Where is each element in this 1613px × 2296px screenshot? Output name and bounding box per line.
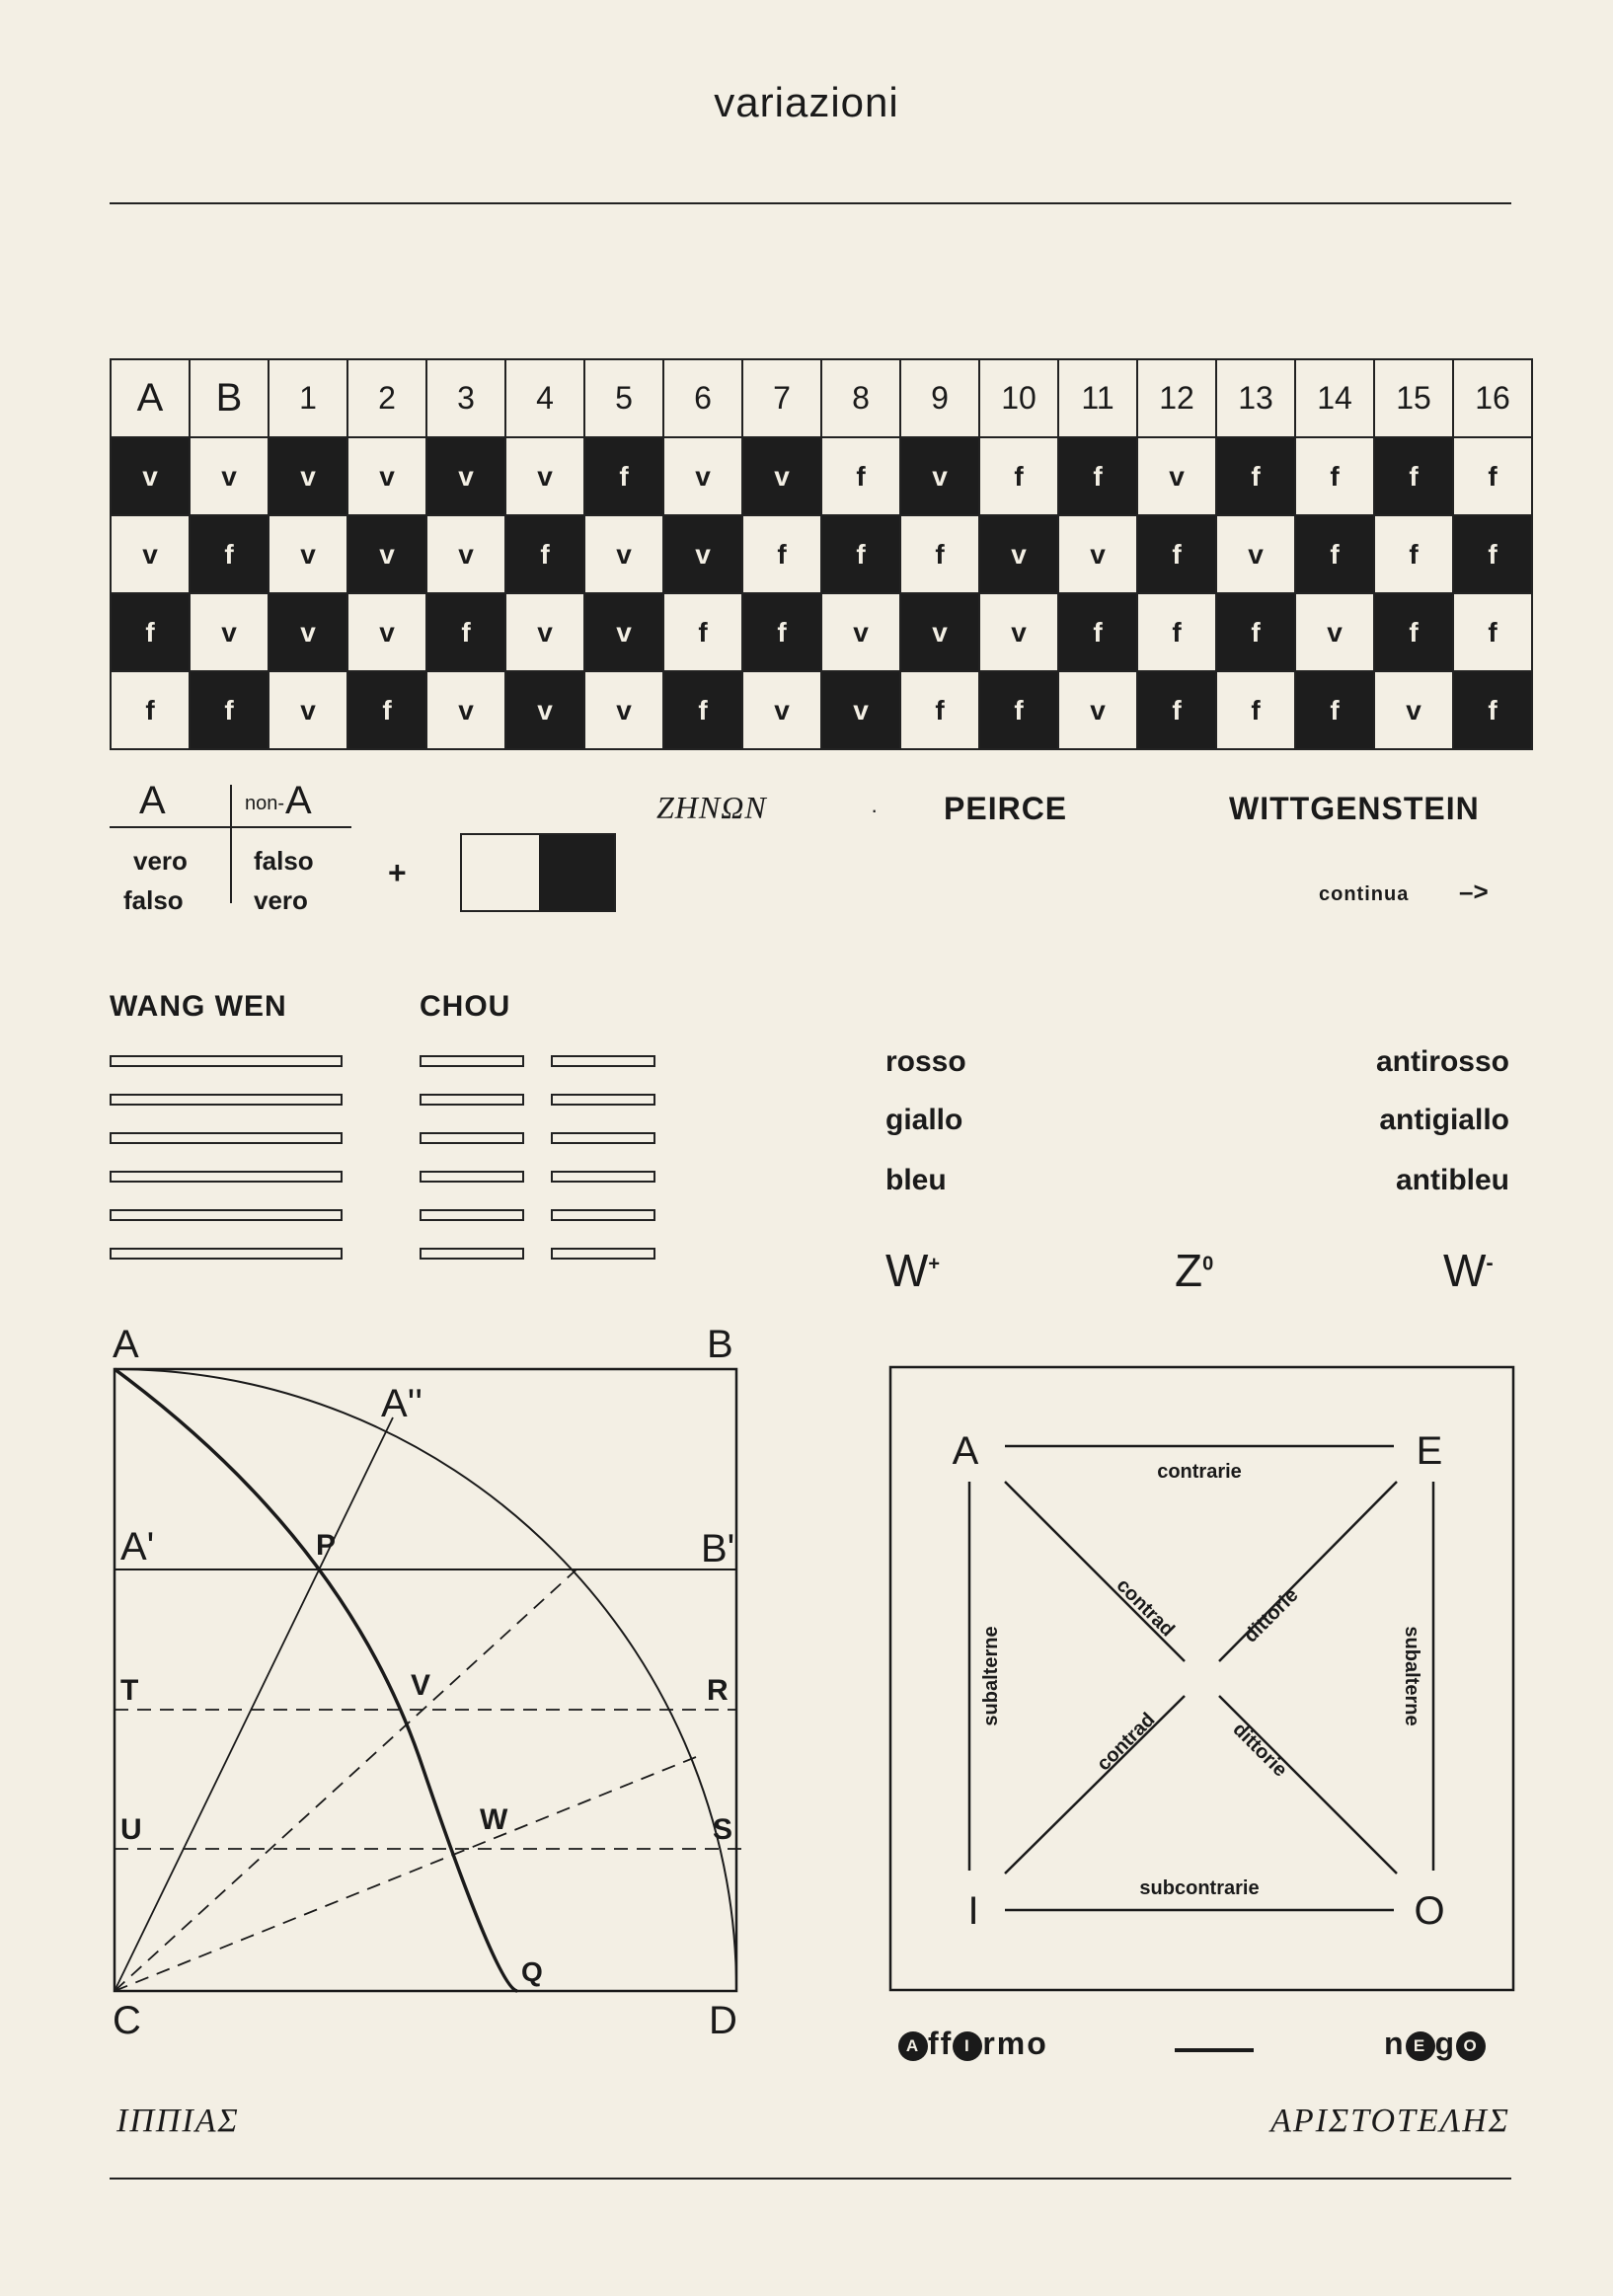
- truth-header-cell: 15: [1374, 359, 1453, 437]
- truth-table: [110, 358, 1533, 750]
- hexagram-bar: [420, 1209, 524, 1221]
- geo-label-b1: B': [701, 1527, 735, 1570]
- affirmo-ff: ff: [928, 2026, 954, 2061]
- color-left-2: giallo: [885, 1104, 963, 1136]
- square-label-o: O: [1414, 1889, 1445, 1933]
- truth-cell: v: [1295, 593, 1374, 671]
- w-plus: [885, 1244, 940, 1297]
- geo-label-q: Q: [521, 1956, 543, 1987]
- truth-cell: f: [1453, 671, 1532, 749]
- dark-half: [539, 835, 614, 910]
- truth-cell: v: [1058, 515, 1137, 593]
- hexagram-bar: [551, 1209, 655, 1221]
- hexagram-bar: [420, 1094, 524, 1106]
- truth-cell: f: [821, 437, 900, 515]
- truth-cell: f: [190, 515, 269, 593]
- w-plus-base: W: [885, 1245, 929, 1296]
- truth-cell: f: [505, 515, 584, 593]
- truth-cell: v: [900, 437, 979, 515]
- hexagram-bar: [420, 1055, 524, 1067]
- peirce-label: PEIRCE: [944, 791, 1068, 826]
- truth-cell: v: [269, 671, 347, 749]
- truth-cell: f: [1137, 515, 1216, 593]
- nego-n: n: [1384, 2026, 1406, 2061]
- truth-header-cell: 7: [742, 359, 821, 437]
- truth-cell: v: [426, 437, 505, 515]
- dashed-c-arc2: [115, 1757, 696, 1991]
- truth-header-cell: 3: [426, 359, 505, 437]
- truth-header-cell: A: [111, 359, 190, 437]
- negation-col-non-a: A: [285, 779, 312, 822]
- label-subcontrarie: subcontrarie: [1139, 1877, 1260, 1899]
- geo-label-a: A: [113, 1323, 139, 1366]
- truth-cell: v: [269, 437, 347, 515]
- truth-header-cell: 10: [979, 359, 1058, 437]
- truth-cell: v: [190, 437, 269, 515]
- truth-cell: v: [979, 515, 1058, 593]
- geo-label-t: T: [120, 1674, 139, 1707]
- truth-cell: f: [663, 671, 742, 749]
- zenon-label: ΖΗΝΩΝ: [656, 790, 767, 825]
- truth-cell: v: [426, 671, 505, 749]
- truth-cell: f: [900, 671, 979, 749]
- truth-cell: f: [1137, 593, 1216, 671]
- truth-cell: v: [979, 593, 1058, 671]
- truth-cell: v: [111, 515, 190, 593]
- truth-cell: v: [742, 437, 821, 515]
- truth-cell: v: [190, 593, 269, 671]
- truth-cell: f: [426, 593, 505, 671]
- truth-cell: f: [1058, 593, 1137, 671]
- truth-cell: f: [1137, 671, 1216, 749]
- truth-header-cell: 14: [1295, 359, 1374, 437]
- truth-cell: f: [1058, 437, 1137, 515]
- truth-cell: f: [1216, 593, 1295, 671]
- truth-header-cell: 6: [663, 359, 742, 437]
- truth-header-cell: 1: [269, 359, 347, 437]
- truth-cell: v: [426, 515, 505, 593]
- color-left-3: bleu: [885, 1164, 947, 1196]
- nego-word: [1384, 2026, 1486, 2062]
- truth-cell: v: [821, 671, 900, 749]
- truth-cell: f: [742, 515, 821, 593]
- color-left-1: rosso: [885, 1045, 966, 1078]
- truth-header-cell: 9: [900, 359, 979, 437]
- truth-cell: f: [1374, 593, 1453, 671]
- affirm-nego-dash: [1175, 2048, 1254, 2052]
- label-contrad-1: contrad: [1112, 1574, 1179, 1642]
- truth-cell: v: [663, 437, 742, 515]
- truth-header-cell: 4: [505, 359, 584, 437]
- truth-header-cell: 13: [1216, 359, 1295, 437]
- geo-label-w: W: [480, 1803, 508, 1836]
- truth-cell: v: [269, 515, 347, 593]
- hexagram-bar: [551, 1132, 655, 1144]
- truth-cell: f: [1453, 593, 1532, 671]
- truth-cell: f: [111, 593, 190, 671]
- truth-cell: f: [1295, 437, 1374, 515]
- truth-cell: v: [347, 515, 426, 593]
- square-label-i: I: [967, 1889, 979, 1933]
- bottom-rule: [110, 2178, 1511, 2180]
- truth-cell: f: [584, 437, 663, 515]
- label-subalterne-right: subalterne: [1401, 1626, 1422, 1726]
- dot-separator: ·: [871, 798, 879, 822]
- truth-cell: v: [1137, 437, 1216, 515]
- truth-cell: f: [1453, 437, 1532, 515]
- truth-header-row: [111, 359, 1532, 437]
- truth-cell: v: [742, 671, 821, 749]
- truth-cell: v: [1374, 671, 1453, 749]
- color-right-3: antibleu: [1395, 1164, 1509, 1196]
- truth-cell: f: [900, 515, 979, 593]
- truth-cell: f: [1216, 437, 1295, 515]
- truth-cell: v: [111, 437, 190, 515]
- hippias-caption: ΙΠΠΙΑΣ: [116, 2103, 240, 2139]
- z-zero-base: Z: [1175, 1245, 1203, 1296]
- truth-cell: f: [1295, 515, 1374, 593]
- z-zero-sup: 0: [1202, 1253, 1214, 1275]
- truth-cell: v: [347, 437, 426, 515]
- geo-label-p: P: [316, 1529, 337, 1562]
- truth-header-cell: 11: [1058, 359, 1137, 437]
- hexagram-bar: [551, 1055, 655, 1067]
- w-minus: [1443, 1244, 1494, 1297]
- quadratrix-curve: [115, 1369, 517, 1991]
- truth-cell: v: [900, 593, 979, 671]
- negation-col-a: A: [139, 779, 166, 822]
- nego-g: g: [1434, 2026, 1457, 2061]
- page-title: variazioni: [714, 79, 899, 125]
- geo-label-d: D: [709, 1999, 737, 2042]
- truth-cell: f: [663, 593, 742, 671]
- geo-label-v: V: [411, 1669, 431, 1702]
- truth-row: [111, 593, 1532, 671]
- truth-cell: v: [505, 437, 584, 515]
- truth-cell: v: [269, 593, 347, 671]
- truth-cell: f: [1374, 437, 1453, 515]
- truth-cell: v: [584, 671, 663, 749]
- hexagram-bar: [110, 1209, 343, 1221]
- truth-cell: v: [821, 593, 900, 671]
- truth-row: [111, 671, 1532, 749]
- plus-sign: +: [388, 855, 407, 890]
- truth-cell: f: [821, 515, 900, 593]
- geo-label-u: U: [120, 1813, 142, 1846]
- truth-cell: v: [584, 593, 663, 671]
- geo-label-s: S: [713, 1813, 733, 1846]
- negation-r1-left: vero: [133, 846, 188, 876]
- hexagram-bar: [110, 1055, 343, 1067]
- truth-cell: v: [505, 593, 584, 671]
- hexagram-bar: [551, 1171, 655, 1183]
- aristotle-caption: ΑΡΙΣΤΟΤΕΛΗΣ: [1270, 2103, 1510, 2139]
- light-dark-box: [460, 833, 616, 912]
- truth-cell: f: [1374, 515, 1453, 593]
- truth-header-cell: 16: [1453, 359, 1532, 437]
- truth-header-cell: B: [190, 359, 269, 437]
- geo-label-a2: A'': [381, 1382, 422, 1425]
- negation-col-non-prefix: non-: [245, 793, 285, 814]
- dashed-c-arc1: [115, 1569, 576, 1991]
- nego-e-bullet: E: [1406, 2031, 1435, 2061]
- truth-cell: v: [663, 515, 742, 593]
- label-dittorie-1: dittorie: [1240, 1584, 1303, 1647]
- label-subalterne-left: subalterne: [980, 1626, 1002, 1726]
- w-plus-sup: +: [928, 1253, 941, 1275]
- nego-o-bullet: O: [1456, 2031, 1486, 2061]
- truth-row: [111, 437, 1532, 515]
- affirmo-word: [898, 2026, 1048, 2062]
- color-right-2: antigiallo: [1379, 1104, 1509, 1136]
- color-right-1: antirosso: [1375, 1045, 1509, 1078]
- geo-label-r: R: [707, 1674, 729, 1707]
- negation-r1-right: falso: [254, 846, 314, 876]
- truth-cell: v: [1216, 515, 1295, 593]
- top-rule: [110, 202, 1511, 204]
- affirmo-rmo: rmo: [982, 2026, 1048, 2061]
- truth-header-cell: 5: [584, 359, 663, 437]
- hexagram-bar: [110, 1094, 343, 1106]
- square-label-e: E: [1416, 1429, 1443, 1473]
- truth-cell: f: [979, 671, 1058, 749]
- truth-cell: f: [979, 437, 1058, 515]
- hexagram-bar: [420, 1171, 524, 1183]
- negation-vline: [230, 785, 232, 903]
- line-c-a2: [115, 1417, 393, 1991]
- truth-cell: f: [1295, 671, 1374, 749]
- truth-cell: f: [111, 671, 190, 749]
- w-minus-sup: -: [1486, 1250, 1494, 1275]
- chou-label: CHOU: [420, 990, 511, 1023]
- label-dittorie-2: dittorie: [1228, 1719, 1291, 1782]
- truth-cell: v: [505, 671, 584, 749]
- square-of-opposition: [888, 1365, 1518, 1997]
- continua-label: continua: [1319, 883, 1410, 905]
- label-contrad-2: contrad: [1093, 1709, 1160, 1776]
- hexagram-bar: [551, 1094, 655, 1106]
- hexagram-bar: [420, 1248, 524, 1260]
- z-zero: [1175, 1244, 1213, 1297]
- truth-row: [111, 515, 1532, 593]
- geo-label-b: B: [707, 1323, 733, 1366]
- quadratrix-diagram: [99, 1308, 770, 2058]
- truth-cell: f: [742, 593, 821, 671]
- negation-table: [110, 775, 351, 923]
- hexagram-bar: [110, 1171, 343, 1183]
- w-minus-base: W: [1443, 1245, 1487, 1296]
- truth-header-cell: 8: [821, 359, 900, 437]
- continua-arrow: –>: [1459, 877, 1489, 906]
- truth-cell: f: [1453, 515, 1532, 593]
- negation-r2-left: falso: [123, 885, 184, 915]
- truth-cell: f: [1216, 671, 1295, 749]
- geo-label-c: C: [113, 1999, 141, 2042]
- label-contrarie: contrarie: [1157, 1461, 1242, 1483]
- square-label-a: A: [952, 1429, 979, 1473]
- truth-cell: v: [584, 515, 663, 593]
- wang-wen-label: WANG WEN: [110, 990, 287, 1023]
- truth-cell: v: [1058, 671, 1137, 749]
- truth-cell: f: [190, 671, 269, 749]
- truth-header-cell: 12: [1137, 359, 1216, 437]
- hexagram-bar: [420, 1132, 524, 1144]
- hexagram-bar: [110, 1132, 343, 1144]
- negation-r2-right: vero: [254, 885, 308, 915]
- hexagram-bar: [551, 1248, 655, 1260]
- hexagram-bar: [110, 1248, 343, 1260]
- truth-cell: f: [347, 671, 426, 749]
- affirmo-a-bullet: A: [898, 2031, 928, 2061]
- wittgenstein-label: WITTGENSTEIN: [1229, 791, 1480, 826]
- affirmo-i-bullet: I: [953, 2031, 982, 2061]
- geo-label-a1: A': [120, 1525, 155, 1569]
- truth-header-cell: 2: [347, 359, 426, 437]
- truth-cell: v: [347, 593, 426, 671]
